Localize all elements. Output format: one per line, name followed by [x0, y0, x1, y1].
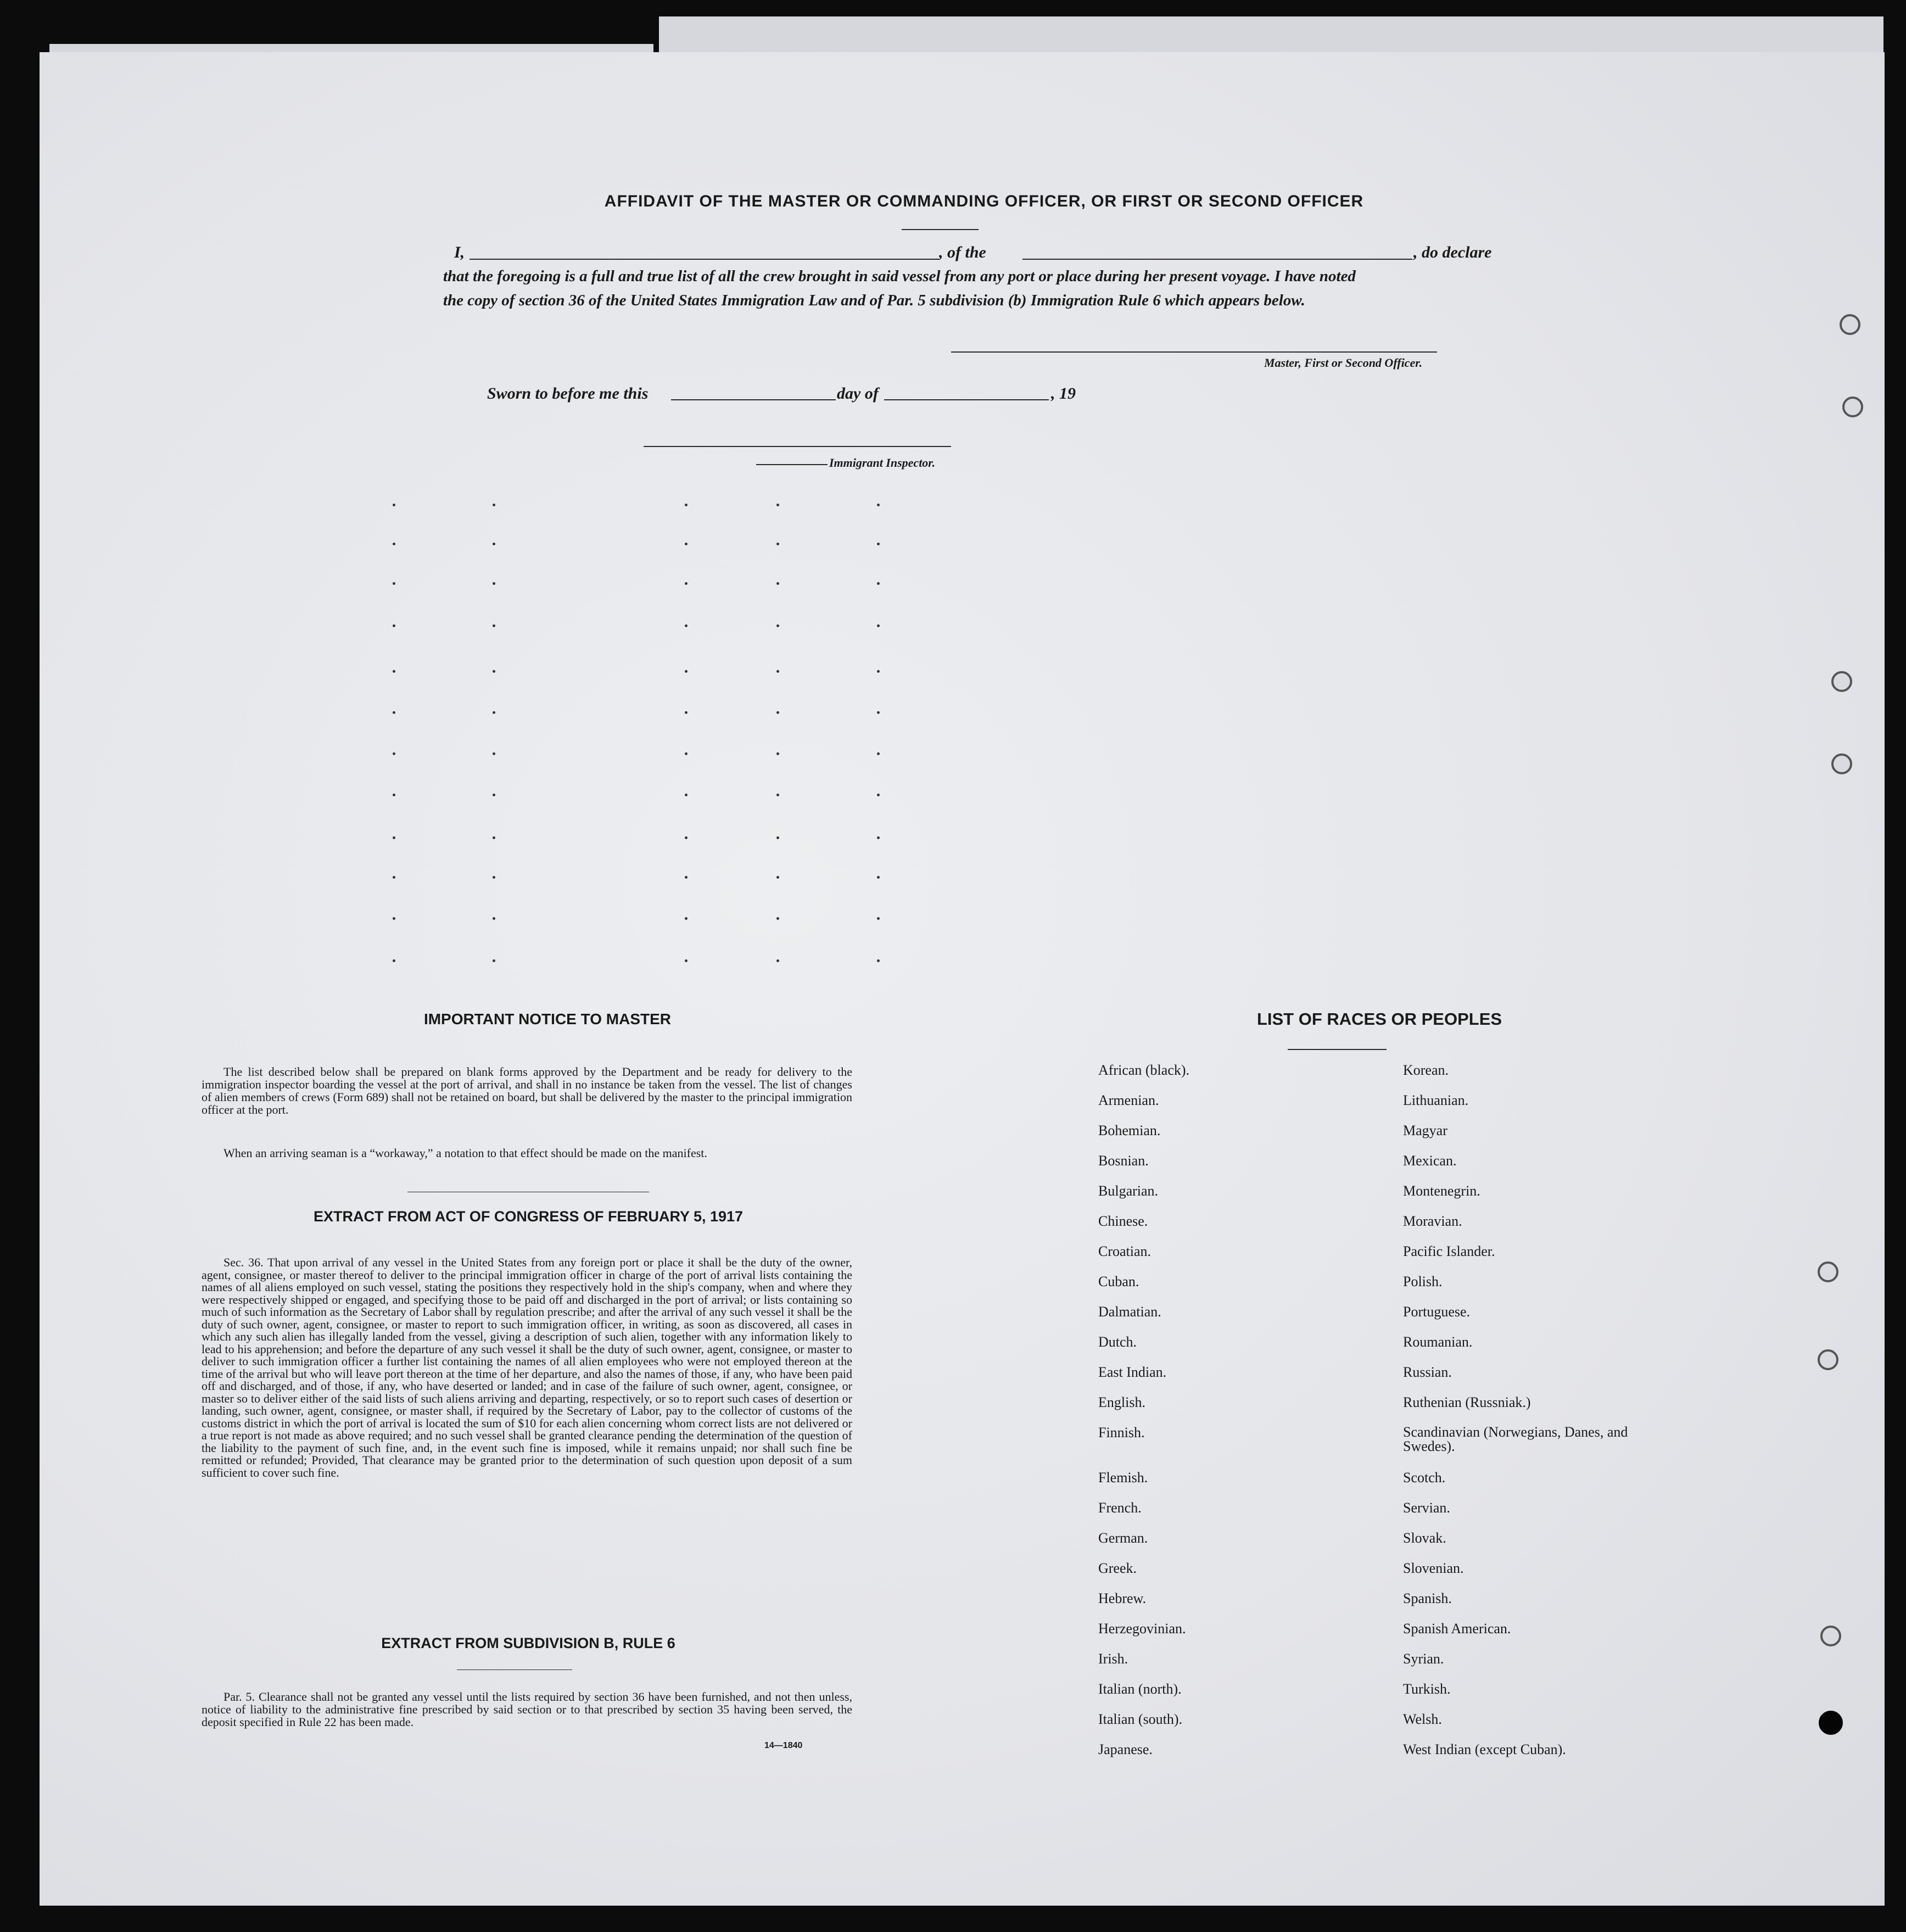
race-entry: Chinese. [1098, 1213, 1148, 1229]
race-entry: Armenian. [1098, 1092, 1159, 1108]
race-entry: Slovak. [1403, 1530, 1446, 1546]
grid-dot [685, 876, 687, 879]
grid-dot [493, 624, 495, 627]
name-blank [469, 259, 939, 260]
race-entry: Hebrew. [1098, 1590, 1147, 1606]
race-entry: Russian. [1403, 1364, 1452, 1380]
grid-dot [776, 543, 779, 545]
punch-hole [1818, 1261, 1838, 1282]
grid-dot [877, 543, 880, 545]
race-entry: Italian (north). [1098, 1681, 1182, 1697]
races-title: LIST OF RACES OR PEOPLES [1256, 1009, 1502, 1029]
grid-dot [493, 836, 495, 839]
grid-dot [685, 670, 687, 673]
grid-dot [776, 836, 779, 839]
inspector-label: Immigrant Inspector. [829, 456, 936, 470]
race-entry: French. [1098, 1500, 1142, 1516]
grid-dot [393, 876, 395, 879]
notice-para2: When an arriving seaman is a “workaway,” a notation to that effect should be made on the manifest. [223, 1146, 707, 1160]
race-entry: Lithuanian. [1403, 1092, 1469, 1108]
sworn-start: Sworn to before me this [487, 384, 649, 403]
grid-dot [493, 711, 495, 714]
race-entry: Dalmatian. [1098, 1304, 1161, 1320]
rule-divider [457, 1669, 572, 1670]
grid-dot [685, 917, 687, 920]
sworn-end: , 19 [1051, 384, 1076, 403]
race-entry: Scotch. [1403, 1470, 1446, 1486]
grid-dot [393, 543, 395, 545]
grid-dot [685, 794, 687, 796]
race-entry: Irish. [1098, 1651, 1128, 1667]
extract-act-body: Sec. 36. That upon arrival of any vessel in the United States from any foreign port or place it shall be the duty of the owner, agent, consignee, or master thereof to deliver to the principal immigration officer in charge of the port of arrival lists containing the names of all aliens employed on such vessel, stating the positions they respectively hold in the ship's company, when and where they were respectively shipped or engaged, and specifying those to be paid off and discharged in the port of arrival; or lists containing so much of such information as the Secretary of Labor shall by regulation prescribe; and after the arrival of any such vessel it shall be the duty of such owner, agent, consignee, or master to report to such immigration officer, in writing, as soon as discovered, all cases in which any such alien has illegally landed from the vessel, giving a description of such alien, together with any information likely to lead to his apprehension; and before the departure of any such vessel it shall be the duty of such owner, agent, consignee, or master to deliver to such immigration officer a further list containing the names of all alien employees who were not employed thereon at the time of the arrival but who will leave port thereon at the time of her departure, and also the names of those, if any, who have been paid off and discharged, and of those, if any, who have deserted or landed; and in case of the failure of such owner, agent, consignee, or master so to deliver either of the said lists of such aliens arriving and departing, respectively, or so to report such cases of desertion or landing, such owner, agent, consignee, or master shall, if required by the Secretary of Labor, pay to the collector of customs of the customs district in which the port of arrival is located the sum of $10 for each alien concerning whom correct lists are not delivered or a true report is not made as above required; and no such vessel shall be granted clearance pending the determination of the question of the liability to the payment of such fine, and, in the event such fine is imposed, while it remains unpaid; nor shall such fine be remitted or refunded; Provided, That clearance may be granted prior to the determination of such question upon deposit of a sum sufficient to cover such fine. [202, 1255, 852, 1479]
grid-dot [776, 711, 779, 714]
grid-dot [776, 670, 779, 673]
punch-hole [1831, 753, 1852, 774]
affidavit-line1-mid: , of the [939, 243, 986, 261]
affidavit-line1-start: I, [454, 243, 465, 261]
grid-dot [393, 624, 395, 627]
sworn-mid: day of [837, 384, 879, 403]
race-entry: Turkish. [1403, 1681, 1451, 1697]
race-entry: Dutch. [1098, 1334, 1137, 1350]
form-page [40, 52, 1885, 1906]
grid-dot [393, 582, 395, 585]
grid-dot [493, 959, 495, 962]
punch-hole [1840, 314, 1860, 335]
race-entry: Syrian. [1403, 1651, 1444, 1667]
inspector-short-line [756, 464, 828, 465]
grid-dot [493, 582, 495, 585]
sworn-month-blank [884, 399, 1049, 400]
vessel-blank [1022, 259, 1412, 260]
grid-dot [493, 670, 495, 673]
race-entry: Finnish. [1098, 1425, 1145, 1440]
race-entry: Magyar [1403, 1123, 1447, 1138]
grid-dot [685, 582, 687, 585]
grid-dot [877, 836, 880, 839]
race-entry: African (black). [1098, 1062, 1190, 1078]
punch-hole [1818, 1349, 1838, 1370]
grid-dot [393, 917, 395, 920]
race-entry: Cuban. [1098, 1274, 1139, 1289]
grid-dot [877, 711, 880, 714]
race-entry: Flemish. [1098, 1470, 1148, 1486]
grid-dot [685, 543, 687, 545]
grid-dot [393, 794, 395, 796]
extract-rule-body: Par. 5. Clearance shall not be granted any vessel until the lists required by section 36 have been furnished, and not then unless, notice of liability to the administrative fine prescribed by said section or to that prescribed by section 35 having been served, the deposit specified in Rule 22 has been made. [202, 1690, 852, 1729]
grid-dot [877, 794, 880, 796]
race-entry: Italian (south). [1098, 1711, 1183, 1727]
race-entry: Bosnian. [1098, 1153, 1149, 1169]
race-entry: Herzegovinian. [1098, 1621, 1186, 1637]
grid-dot [776, 876, 779, 879]
race-entry: Spanish. [1403, 1590, 1452, 1606]
grid-dot [393, 670, 395, 673]
grid-dot [393, 836, 395, 839]
race-entry: Croatian. [1098, 1243, 1152, 1259]
race-entry: Korean. [1403, 1062, 1449, 1078]
grid-dot [685, 624, 687, 627]
grid-dot [493, 543, 495, 545]
grid-dot [877, 670, 880, 673]
grid-dot [393, 711, 395, 714]
title-underline [902, 229, 979, 230]
affidavit-title: AFFIDAVIT OF THE MASTER OR COMMANDING OFFICER, OR FIRST OR SECOND OFFICER [604, 192, 1364, 210]
affidavit-line3: the copy of section 36 of the United States Immigration Law and of Par. 5 subdivision (b) Immigration Rule 6 which appears below. [443, 292, 1305, 309]
grid-dot [493, 752, 495, 755]
extract-act-title: EXTRACT FROM ACT OF CONGRESS OF FEBRUARY 5, 1917 [313, 1208, 744, 1225]
races-title-underline [1288, 1049, 1387, 1050]
grid-dot [685, 836, 687, 839]
grid-dot [685, 504, 687, 506]
race-entry: Scandinavian (Norwegians, Danes, and Swedes). [1403, 1424, 1628, 1454]
race-entry: East Indian. [1098, 1364, 1167, 1380]
race-entry: Pacific Islander. [1403, 1243, 1495, 1259]
race-entry: Ruthenian (Russniak.) [1403, 1394, 1531, 1410]
race-entry: English. [1098, 1394, 1145, 1410]
grid-dot [493, 876, 495, 879]
grid-dot [776, 582, 779, 585]
grid-dot [393, 504, 395, 506]
punch-hole-filled [1819, 1711, 1843, 1735]
race-entry: Mexican. [1403, 1153, 1457, 1169]
races-right-column [1403, 1063, 1650, 1772]
grid-dot [685, 959, 687, 962]
grid-dot [877, 624, 880, 627]
race-entry: Roumanian. [1403, 1334, 1473, 1350]
grid-dot [776, 917, 779, 920]
punch-hole [1831, 671, 1852, 692]
grid-dot [877, 504, 880, 506]
race-entry: Portuguese. [1403, 1304, 1471, 1320]
grid-dot [776, 752, 779, 755]
notice-title: IMPORTANT NOTICE TO MASTER [423, 1010, 672, 1028]
race-entry: Greek. [1098, 1560, 1137, 1576]
grid-dot [877, 876, 880, 879]
race-entry: Montenegrin. [1403, 1183, 1480, 1199]
signature-label: Master, First or Second Officer. [1264, 356, 1423, 370]
extract-rule-title: EXTRACT FROM SUBDIVISION B, RULE 6 [381, 1635, 675, 1651]
grid-dot [493, 917, 495, 920]
punch-hole [1820, 1626, 1841, 1646]
races-left-column [1098, 1063, 1373, 1772]
grid-dot [393, 959, 395, 962]
inspector-signature-line [644, 446, 951, 447]
race-entry: Spanish American. [1403, 1621, 1511, 1637]
grid-dot [393, 752, 395, 755]
race-entry: West Indian (except Cuban). [1403, 1741, 1566, 1757]
grid-dot [877, 752, 880, 755]
grid-dot [493, 504, 495, 506]
race-entry: Japanese. [1098, 1741, 1153, 1757]
grid-dot [776, 624, 779, 627]
grid-dot [776, 504, 779, 506]
race-entry: Servian. [1403, 1500, 1450, 1516]
notice-para1: The list described below shall be prepared on blank forms approved by the Department and be ready for delivery to the immigration inspector boarding the vessel at the port of arrival, and shall in no instance be taken from the vessel. The list of changes of alien members of crews (Form 689) shall not be retained on board, but shall be delivered by the master to the principal immigration officer at the port. [202, 1065, 852, 1116]
grid-dot [877, 582, 880, 585]
race-entry: Slovenian. [1403, 1560, 1464, 1576]
race-entry: Polish. [1403, 1274, 1443, 1289]
affidavit-line1-end: , do declare [1413, 243, 1492, 261]
grid-dot [685, 752, 687, 755]
grid-dot [493, 794, 495, 796]
signature-line [951, 351, 1437, 353]
race-entry: Bulgarian. [1098, 1183, 1159, 1199]
sworn-day-blank [671, 399, 836, 400]
race-entry: Bohemian. [1098, 1123, 1161, 1138]
form-number: 14—1840 [764, 1741, 803, 1750]
grid-dot [776, 959, 779, 962]
grid-dot [877, 959, 880, 962]
grid-dot [776, 794, 779, 796]
race-entry: Moravian. [1403, 1213, 1462, 1229]
affidavit-line2: that the foregoing is a full and true list of all the crew brought in said vessel from any port or place during her present voyage. I have noted [443, 267, 1356, 285]
grid-dot [685, 711, 687, 714]
race-entry: German. [1098, 1530, 1148, 1546]
race-entry: Welsh. [1403, 1711, 1442, 1727]
punch-hole [1842, 397, 1863, 417]
grid-dot [877, 917, 880, 920]
